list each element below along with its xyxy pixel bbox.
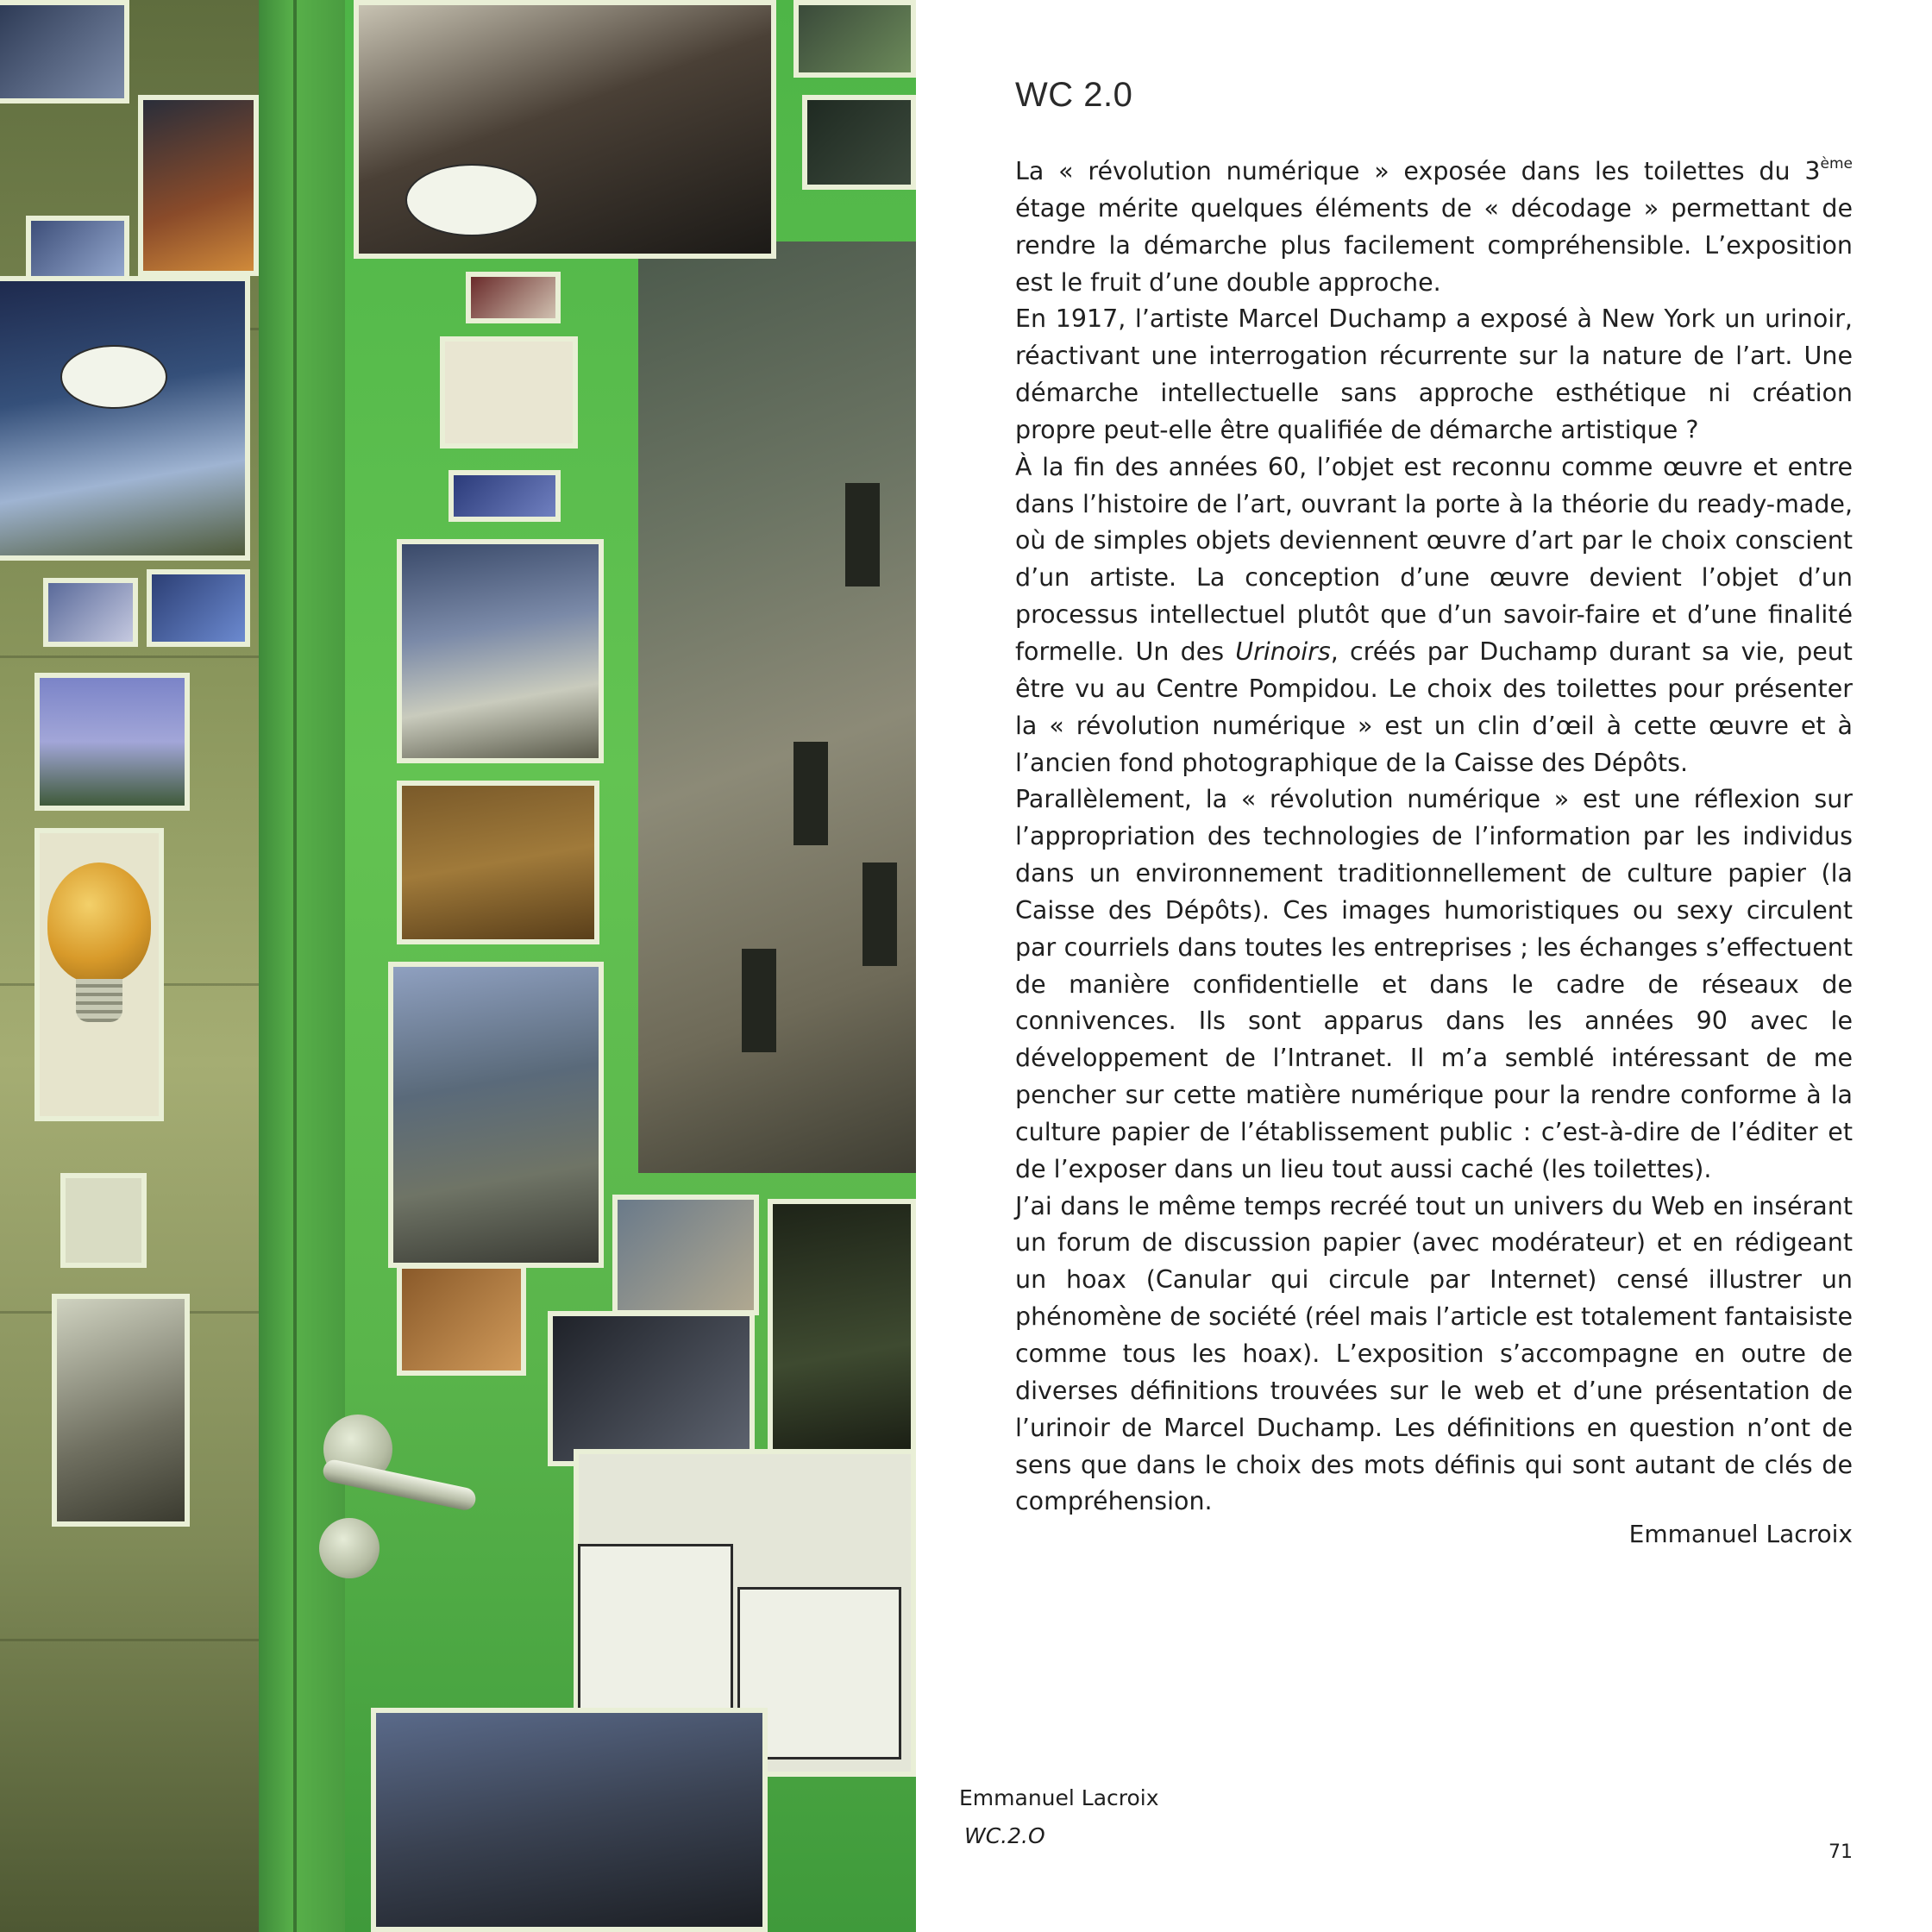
wall-picture <box>43 578 138 647</box>
paragraph-text: À la fin des années 60, l’objet est reconnu comme œuvre et entre dans l’histoire de l’art, ouvrant la porte à la théorie du ready-made, où de simples objets deviennent œuvre d’art par le choix conscient d’un artiste. La conception d’une œuvre devient l’objet d’un processus intellectuel plutôt que d’un savoir-faire et d’une finalité formelle. Un des <box>1015 452 1853 666</box>
door-picture <box>768 1199 916 1458</box>
article-title: WC 2.0 <box>1015 76 1133 114</box>
article-paragraph <box>1015 449 1853 782</box>
wall-picture <box>0 0 129 104</box>
article-body <box>1015 154 1853 1521</box>
caption-author: Emmanuel Lacroix <box>959 1785 1159 1810</box>
door-picture <box>397 1264 526 1376</box>
italic-work-title: Urinoirs <box>1235 637 1331 666</box>
door-picture <box>548 1311 755 1466</box>
article-paragraph: J’ai dans le même temps recréé tout un univers du Web en insérant un forum de discussion papier (avec modérateur) et en rédigeant un hoax (Canular qui circule par Internet) censé illustrer un phénomène de société (réel mais l’article est totalement fantaisiste comme tous les hoax). L’exposition s’accompagne en outre de diverses définitions trouvées sur le web et d’une présentation de l’urinoir de Marcel Duchamp. Les définitions en question n’ont de sens que dans le choix des mots définis qui sont autant de clés de compréhension. <box>1015 1191 1853 1516</box>
building-window <box>742 949 776 1052</box>
wall-picture <box>147 569 250 647</box>
wall-picture <box>0 276 250 561</box>
page-number: 71 <box>1828 1841 1853 1863</box>
building-photo <box>638 242 916 1173</box>
article-paragraph <box>1015 154 1853 301</box>
paragraph-text: , créés par Duchamp durant sa vie, peut être vu au Centre Pompidou. Le choix des toilettes pour présenter la « révolution numérique » est un clin d’œil à cette œuvre et à l’ancien fond photographique de la Caisse des Dépôts. <box>1015 637 1853 777</box>
door-picture <box>466 272 561 323</box>
building-window <box>794 742 828 845</box>
tile-grout-line <box>0 1639 259 1641</box>
building-window <box>862 862 897 966</box>
building-window <box>845 483 880 586</box>
ordinal-superscript: ème <box>1820 155 1853 172</box>
caption-work-title: WC.2.O <box>964 1823 1045 1848</box>
wall-picture <box>138 95 259 276</box>
tile-grout-line <box>0 656 259 658</box>
door-picture <box>371 1708 768 1932</box>
door-picture <box>440 336 578 448</box>
wall-picture <box>34 673 190 811</box>
door-picture <box>612 1195 759 1315</box>
speech-bubble <box>405 164 538 236</box>
door-picture <box>388 962 604 1268</box>
paragraph-text: La « révolution numérique » exposée dans les toilettes du 3 <box>1015 157 1821 185</box>
comic-panel <box>578 1544 733 1716</box>
speech-bubble <box>60 345 167 409</box>
lightbulb-base <box>76 979 122 1022</box>
door-picture <box>448 470 561 522</box>
door-lock-rose <box>319 1518 380 1578</box>
lightbulb-icon <box>47 862 151 983</box>
door-picture <box>397 539 604 763</box>
door-frame <box>259 0 345 1932</box>
door-picture <box>397 781 599 944</box>
article-paragraph: Parallèlement, la « révolution numérique » est une réflexion sur l’appropriation des technologies de l’information par les individus dans un environnement traditionnellement de culture papier (la Caisse des Dépôts). Ces images humoristiques ou sexy circulent par courriels dans toutes les entreprises ; les échanges s’effectuent de manière confidentielle et dans le cadre de réseaux de connivences. Ils sont apparus dans les années 90 avec le développement de l’Intranet. Il m’a semblé intéressant de me pencher sur cette matière numérique pour la rendre conforme à la culture papier de l’établissement public : c’est-à-dire de l’éditer et de l’exposer dans un lieu tout aussi caché (les toilettes). <box>1015 785 1853 1183</box>
door-picture <box>802 95 916 190</box>
door-picture <box>794 0 916 78</box>
wall-picture <box>52 1294 190 1527</box>
article-signature: Emmanuel Lacroix <box>1628 1520 1853 1548</box>
paragraph-text: étage mérite quelques éléments de « décodage » permettant de rendre la démarche plus facilement compréhensible. L’exposition est le fruit d’une double approche. <box>1015 193 1853 297</box>
light-switch <box>60 1173 147 1268</box>
article-paragraph: En 1917, l’artiste Marcel Duchamp a exposé à New York un urinoir, réactivant une interrogation récurrente sur la nature de l’art. Une démarche intellectuelle sans approche esthétique ni création propre peut-elle être qualifiée de démarche artistique ? <box>1015 304 1853 444</box>
exhibition-photo <box>0 0 916 1932</box>
door-frame-edge <box>293 0 297 1932</box>
